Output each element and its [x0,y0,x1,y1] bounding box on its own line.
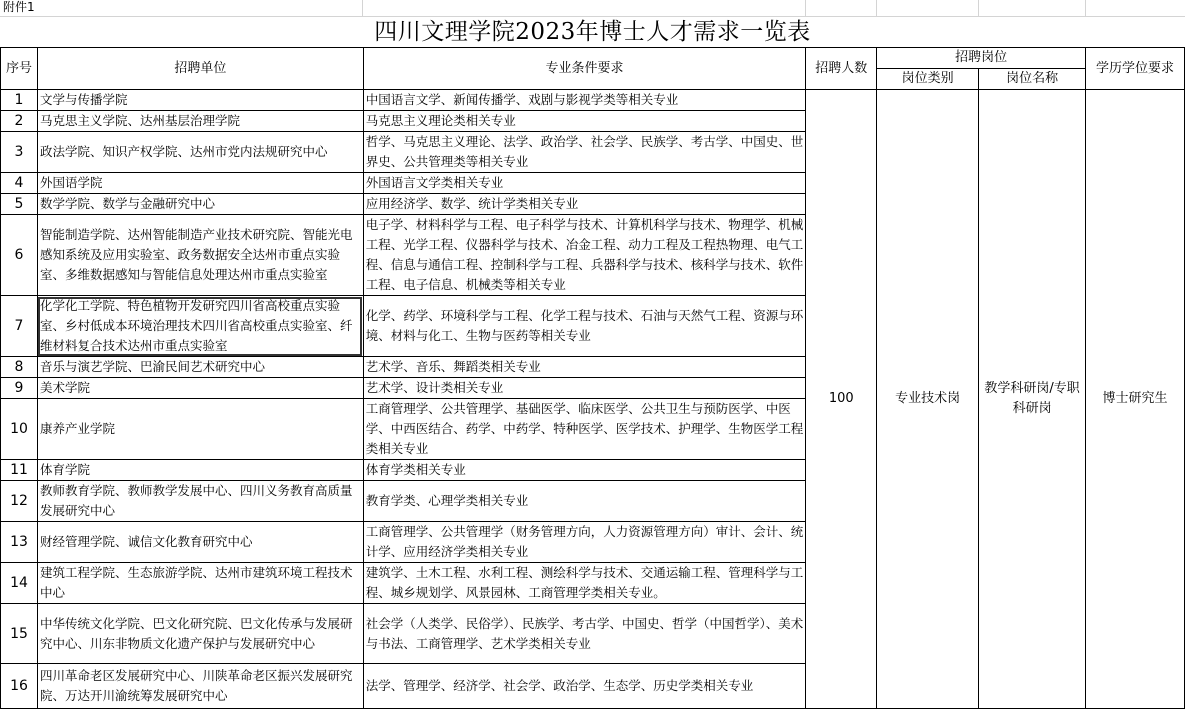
row-no[interactable]: 3 [1,132,38,173]
row-unit[interactable]: 政法学院、知识产权学院、达州市党内法规研究中心 [37,132,363,173]
row-no[interactable]: 10 [1,399,38,460]
row-no[interactable]: 2 [1,111,38,132]
row-requirement[interactable]: 马克思主义理论类相关专业 [363,111,806,132]
row-unit[interactable]: 康养产业学院 [37,399,363,460]
header-degree[interactable]: 学历学位要求 [1086,48,1185,90]
row-no[interactable]: 7 [1,296,38,357]
row-requirement[interactable]: 应用经济学、数学、统计学类相关专业 [363,194,806,215]
row-requirement[interactable]: 工商管理学、公共管理学、基础医学、临床医学、公共卫生与预防医学、中医学、中西医结合、药学、中药学、特种医学、医学技术、护理学、生物医学工程类相关专业 [363,399,806,460]
row-requirement[interactable]: 哲学、马克思主义理论、法学、政治学、社会学、民族学、考古学、中国史、世界史、公共管理类等相关专业 [363,132,806,173]
row-unit[interactable]: 音乐与演艺学院、巴渝民间艺术研究中心 [37,357,363,378]
sheet-top-row [0,0,1185,17]
header-unit[interactable]: 招聘单位 [37,48,363,90]
row-no[interactable]: 15 [1,604,38,664]
row-requirement[interactable]: 艺术学、设计类相关专业 [363,378,806,399]
row-no[interactable]: 5 [1,194,38,215]
row-no[interactable]: 1 [1,90,38,111]
row-unit[interactable]: 美术学院 [37,378,363,399]
header-no[interactable]: 序号 [1,48,38,90]
row-no[interactable]: 12 [1,481,38,522]
row-unit[interactable]: 智能制造学院、达州智能制造产业技术研究院、智能光电感知系统及应用实验室、政务数据安全达州市重点实验室、多维数据感知与智能信息处理达州市重点实验室 [37,215,363,296]
row-unit[interactable]: 外国语学院 [37,173,363,194]
gridline [1085,0,1086,16]
row-requirement[interactable]: 体育学类相关专业 [363,460,806,481]
attachment-label[interactable]: 附件1 [3,0,35,14]
header-position-name[interactable]: 岗位名称 [979,69,1086,90]
table-row [1,90,1185,111]
gridline [876,0,877,16]
gridline [805,0,806,16]
row-unit[interactable]: 中华传统文化学院、巴文化研究院、巴文化传承与发展研究中心、川东非物质文化遗产保护与发展研究中心 [37,604,363,664]
gridline [362,0,363,16]
row-unit[interactable]: 建筑工程学院、生态旅游学院、达州市建筑环境工程技术中心 [37,563,363,604]
header-position-type[interactable]: 岗位类别 [877,69,979,90]
row-unit[interactable]: 数学学院、数学与金融研究中心 [37,194,363,215]
header-position-group[interactable]: 招聘岗位 [877,48,1086,69]
row-requirement[interactable]: 化学、药学、环境科学与工程、化学工程与技术、石油与天然气工程、资源与环境、材料与化工、生物与医药等相关专业 [363,296,806,357]
row-no[interactable]: 11 [1,460,38,481]
row-unit[interactable]: 体育学院 [37,460,363,481]
row-requirement[interactable]: 教育学类、心理学类相关专业 [363,481,806,522]
row-requirement[interactable]: 建筑学、土木工程、水利工程、测绘科学与技术、交通运输工程、管理科学与工程、城乡规划学、风景园林、工商管理学类相关专业。 [363,563,806,604]
row-no[interactable]: 14 [1,563,38,604]
header-requirement[interactable]: 专业条件要求 [363,48,806,90]
row-requirement[interactable]: 中国语言文学、新闻传播学、戏剧与影视学类等相关专业 [363,90,806,111]
header-count[interactable]: 招聘人数 [806,48,877,90]
row-unit[interactable]: 马克思主义学院、达州基层治理学院 [37,111,363,132]
recruit-count[interactable]: 100 [806,90,877,709]
row-unit[interactable]: 文学与传播学院 [37,90,363,111]
row-requirement[interactable]: 工商管理学、公共管理学（财务管理方向，人力资源管理方向）审计、会计、统计学、应用经济学类相关专业 [363,522,806,563]
row-requirement[interactable]: 社会学（人类学、民俗学）、民族学、考古学、中国史、哲学（中国哲学）、美术与书法、工商管理学、艺术学类相关专业 [363,604,806,664]
position-type[interactable]: 专业技术岗 [877,90,979,709]
row-unit[interactable]: 教师教育学院、教师教学发展中心、四川义务教育高质量发展研究中心 [37,481,363,522]
row-no[interactable]: 16 [1,664,38,709]
row-unit[interactable]: 四川革命老区发展研究中心、川陕革命老区振兴发展研究院、万达开川渝统筹发展研究中心 [37,664,363,709]
row-requirement[interactable]: 法学、管理学、经济学、社会学、政治学、生态学、历史学类相关专业 [363,664,806,709]
row-unit[interactable]: 财经管理学院、诚信文化教育研究中心 [37,522,363,563]
row-unit-selected-cell[interactable]: 化学化工学院、特色植物开发研究四川省高校重点实验室、乡村低成本环境治理技术四川省高校重点实验室、纤维材料复合技术达州市重点实验室 [37,296,363,357]
gridline [978,0,979,16]
degree-requirement[interactable]: 博士研究生 [1086,90,1185,709]
row-no[interactable]: 6 [1,215,38,296]
sheet-title[interactable]: 四川文理学院2023年博士人才需求一览表 [374,19,811,45]
row-requirement[interactable]: 艺术学、音乐、舞蹈类相关专业 [363,357,806,378]
row-requirement[interactable]: 外国语言文学类相关专业 [363,173,806,194]
row-no[interactable]: 9 [1,378,38,399]
row-no[interactable]: 8 [1,357,38,378]
row-requirement[interactable]: 电子学、材料科学与工程、电子科学与技术、计算机科学与技术、物理学、机械工程、光学工程、仪器科学与技术、冶金工程、动力工程及工程热物理、电气工程、信息与通信工程、控制科学与工程、兵器科学与技术、核科学与技术、软件工程、电子信息、机械类等相关专业 [363,215,806,296]
recruitment-table [0,47,1185,709]
position-name[interactable]: 教学科研岗/专职科研岗 [979,90,1086,709]
row-no[interactable]: 13 [1,522,38,563]
row-no[interactable]: 4 [1,173,38,194]
